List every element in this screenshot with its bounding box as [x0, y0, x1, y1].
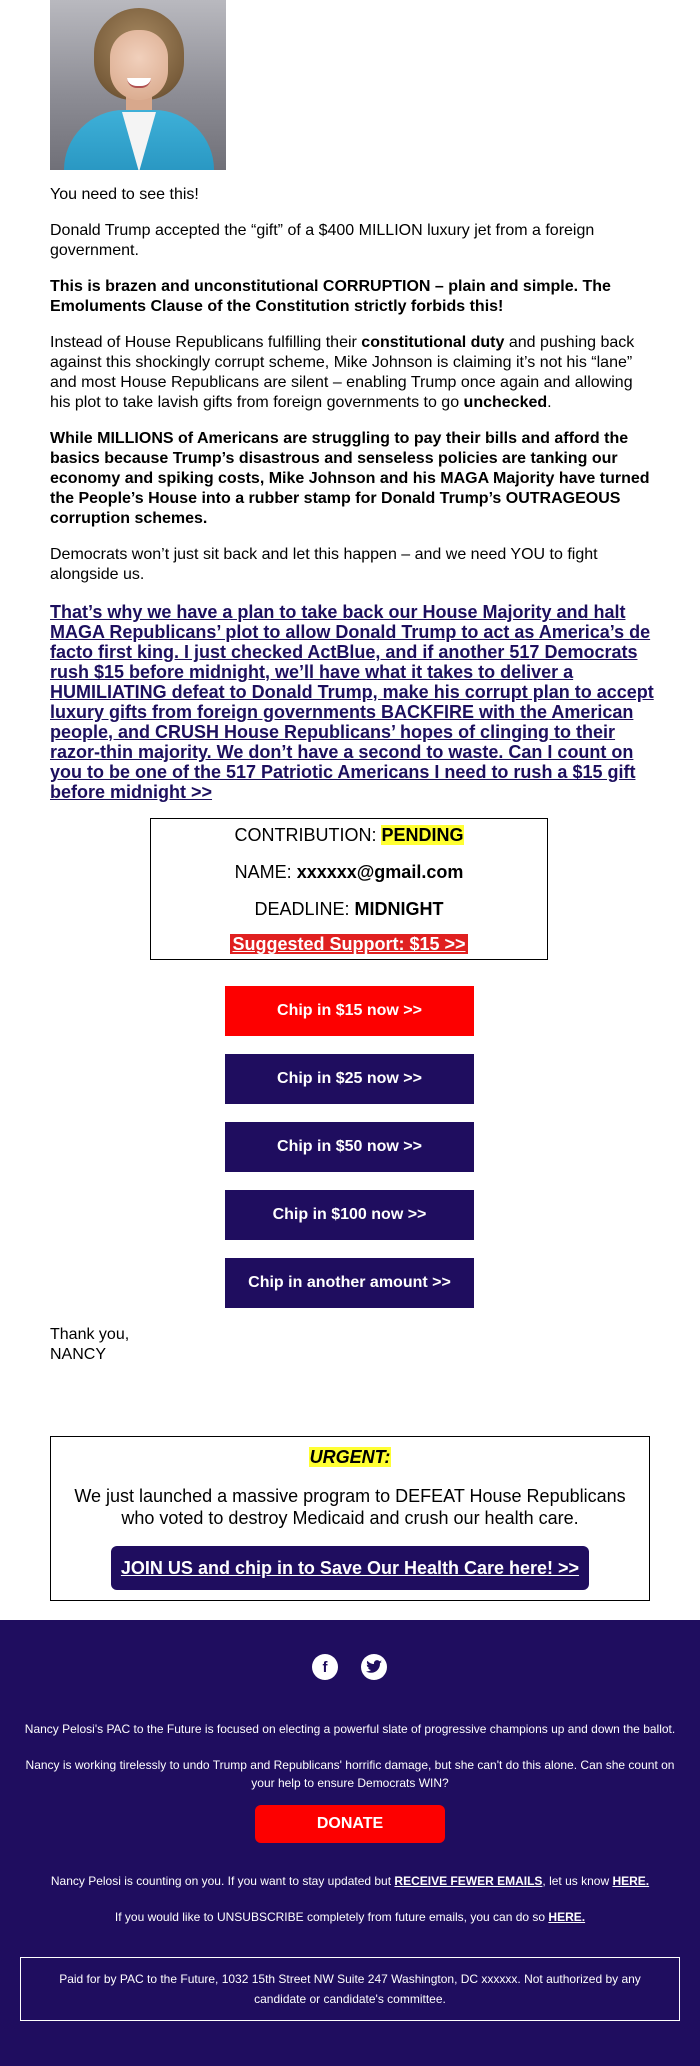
instead-paragraph [50, 333, 650, 413]
name-value: xxxxxx@gmail.com [296, 862, 464, 882]
nancy-photo [50, 0, 226, 170]
chip-15-button[interactable]: Chip in $15 now >> [225, 986, 474, 1036]
chip-25-button[interactable]: Chip in $25 now >> [225, 1054, 474, 1104]
urgent-title-text: URGENT: [309, 1447, 391, 1467]
deadline-value: MIDNIGHT [354, 899, 444, 919]
jet-paragraph: Donald Trump accepted the “gift” of a $400 MILLION luxury jet from a foreign government. [50, 222, 595, 259]
footer-unsubscribe [20, 1908, 680, 1926]
instead-text-b: constitutional duty [361, 334, 505, 351]
twitter-icon[interactable] [361, 1654, 387, 1680]
millions-paragraph: While MILLIONS of Americans are struggling to pay their bills and afford the basics because Trump’s disastrous and senseless policies are tanking our economy and spiking costs, Mike Johnson and his MAGA Majority have turned the People’s House into a rubber stamp for Donald Trump’s OUTRAGEOUS corruption schemes. [50, 430, 650, 527]
photo-face [110, 30, 168, 100]
urgent-title [51, 1447, 649, 1468]
deadline-label: DEADLINE: [254, 899, 355, 919]
opener-text: You need to see this! [50, 186, 199, 203]
footer-working: Nancy is working tirelessly to undo Trump and Republicans' horrific damage, but she can't do this alone. Can she count on your help to ensure Democrats WIN? [25, 1758, 675, 1790]
name-label: NAME: [234, 862, 297, 882]
contribution-name-line [151, 861, 547, 883]
unsubscribe-here-link[interactable]: HERE. [548, 1910, 586, 1924]
footer [0, 1620, 700, 2066]
twitter-bird-glyph [366, 1660, 382, 1674]
chip-50-button[interactable]: Chip in $50 now >> [225, 1122, 474, 1172]
paid-for-disclaimer: Paid for by PAC to the Future, 1032 15th Street NW Suite 247 Washington, DC xxxxxx. Not authorized by any candidate or candidate's committee. [20, 1957, 680, 2021]
contribution-deadline-line [151, 898, 547, 920]
footer-fewer-emails [20, 1872, 680, 1890]
contribution-label: CONTRIBUTION: [234, 825, 382, 845]
join-us-button[interactable]: JOIN US and chip in to Save Our Health Care here! >> [111, 1546, 589, 1590]
unsub-text: If you would like to UNSUBSCRIBE completely from future emails, you can do so [114, 1910, 549, 1924]
instead-text-e: . [547, 394, 552, 411]
fewer-text-a: Nancy Pelosi is counting on you. If you want to stay updated but [50, 1874, 395, 1888]
signoff-thanks: Thank you, [50, 1326, 130, 1343]
instead-text-a: Instead of House Republicans fulfilling their [50, 334, 362, 351]
instead-text-c: and pushing back against this shockingly corrupt scheme, Mike Johnson is claiming it’s not his “lane” and most House Republicans are silent – enabling Trump once again and allowing his plot to take lavish gifts from foreign governments to go [50, 334, 635, 411]
chip-100-button[interactable]: Chip in $100 now >> [225, 1190, 474, 1240]
urgent-text: We just launched a massive program to DEFEAT House Republicans who voted to destroy Medicaid and crush our health care. [74, 1486, 626, 1528]
instead-text-d: unchecked [463, 394, 548, 411]
contribution-box [150, 818, 548, 960]
democrats-paragraph: Democrats won’t just sit back and let this happen – and we need YOU to fight alongside us. [50, 546, 598, 583]
corruption-paragraph: This is brazen and unconstitutional CORRUPTION – plain and simple. The Emoluments Clause of the Constitution strictly forbids this! [50, 278, 611, 315]
footer-about: Nancy Pelosi's PAC to the Future is focused on electing a powerful slate of progressive champions up and down the ballot. [24, 1722, 676, 1736]
donate-button[interactable]: DONATE [255, 1805, 445, 1843]
signoff-name: NANCY [50, 1346, 107, 1363]
cta-link[interactable]: That’s why we have a plan to take back our House Majority and halt MAGA Republicans’ plot to allow Donald Trump to act as America’s de facto first king. I just checked ActBlue, and if another 517 Democrats rush $15 before midnight, we’ll have what it takes to deliver a HUMILIATING defeat to Donald Trump, make his corrupt plan to accept luxury gifts from foreign governments BACKFIRE with the American people, and CRUSH House Republicans’ hopes of clinging to their razor-thin majority. We don’t have a second to waste. Can I count on you to be one of the 517 Patriotic Americans I need to rush a $15 gift before midnight >> [50, 602, 654, 802]
contribution-status-line [151, 824, 547, 846]
signoff [50, 1325, 129, 1365]
facebook-icon[interactable]: f [312, 1654, 338, 1680]
chip-other-amount-button[interactable]: Chip in another amount >> [225, 1258, 474, 1308]
suggested-line [151, 933, 547, 955]
urgent-box [50, 1436, 650, 1601]
fewer-text-b: , let us know [542, 1874, 613, 1888]
receive-fewer-emails-link[interactable]: RECEIVE FEWER EMAILS [394, 1874, 543, 1888]
suggested-support-link[interactable]: Suggested Support: $15 >> [232, 934, 466, 954]
fewer-here-link[interactable]: HERE. [612, 1874, 650, 1888]
contribution-status: PENDING [381, 825, 464, 845]
